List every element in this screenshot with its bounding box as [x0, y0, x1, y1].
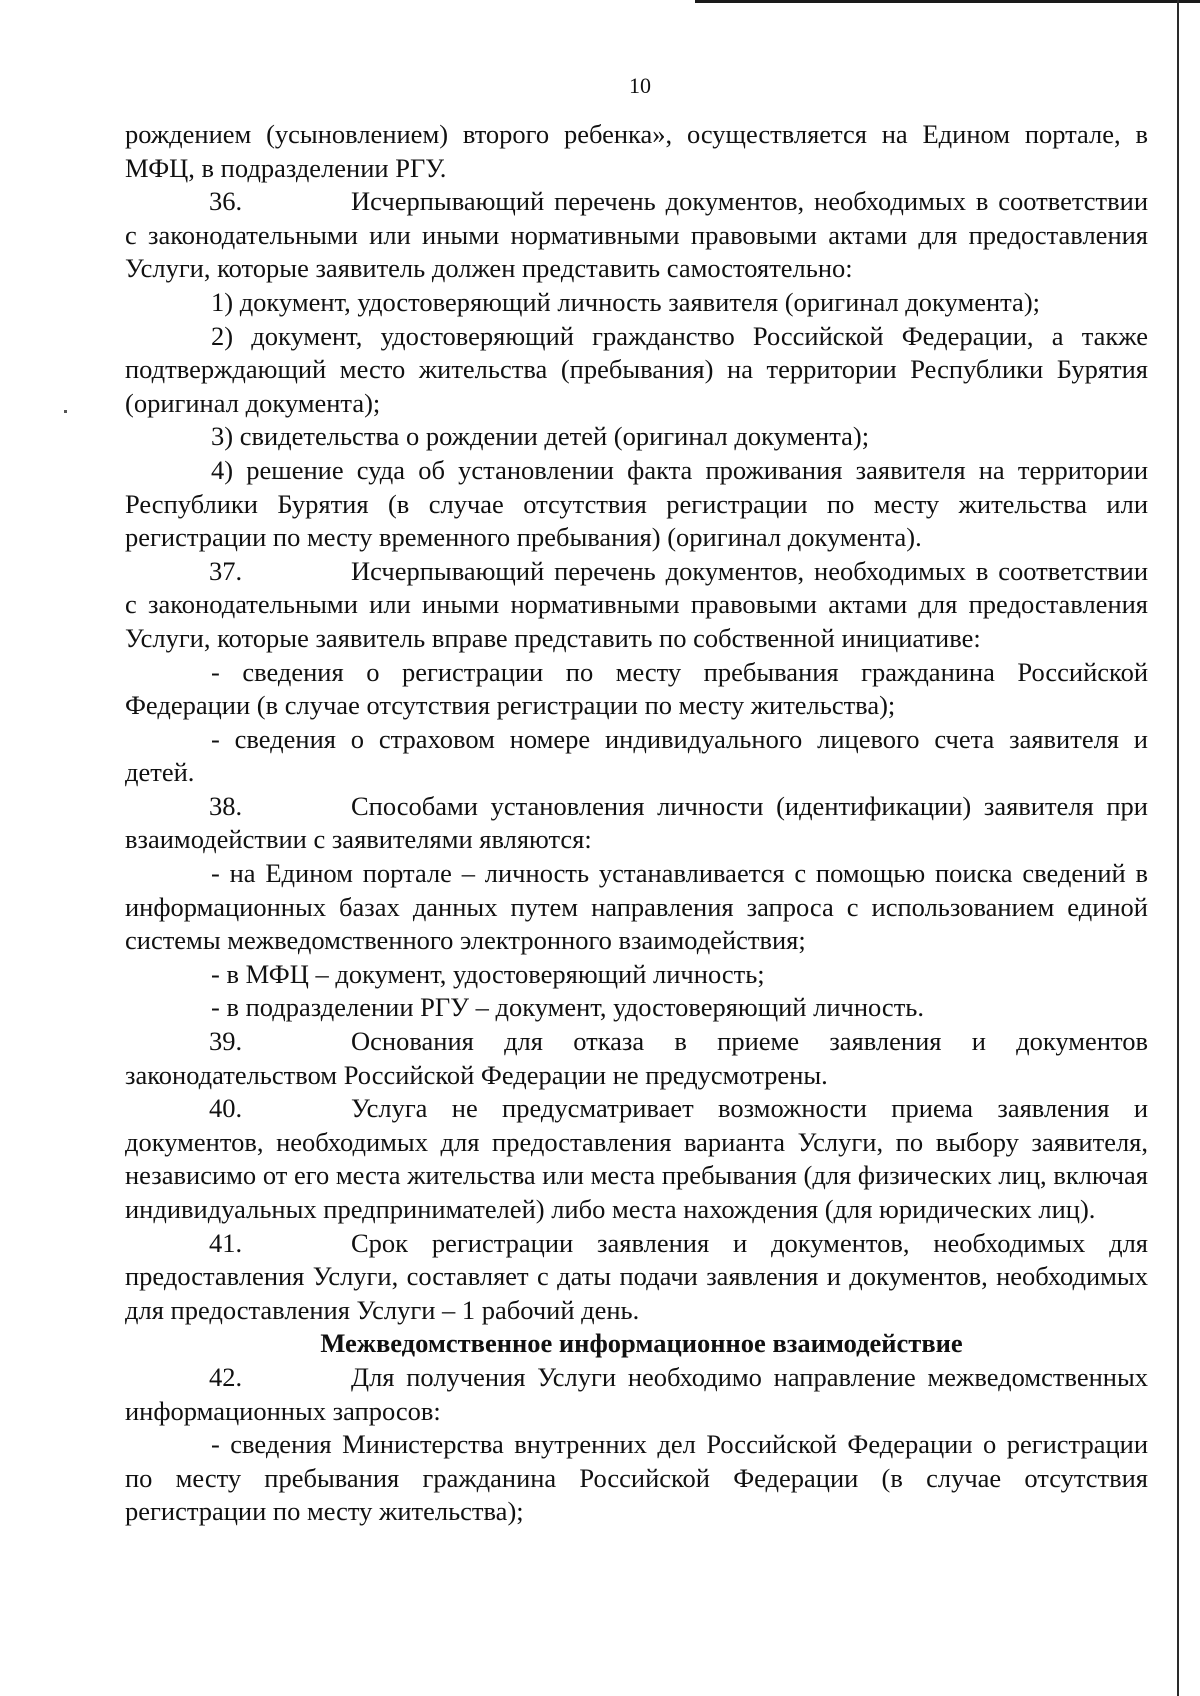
- paragraph-number: 37.: [209, 555, 243, 586]
- paragraph-text: Способами установления личности (идентификации) заявителя при взаимодействии с заявителями являются:: [125, 790, 1148, 855]
- list-item: - на Едином портале – личность устанавливается с помощью поиска сведений в информационных базах данных путем направления запроса с использованием единой системы межведомственного электронного взаимодействия;: [125, 858, 1148, 956]
- paragraph-number: 42.: [209, 1361, 243, 1392]
- list-item: - в МФЦ – документ, удостоверяющий личность;: [211, 958, 765, 989]
- list-item: 2) документ, удостоверяющий гражданство Российской Федерации, а также подтверждающий место жительства (пребывания) на территории Республики Бурятия (оригинал документа);: [125, 320, 1148, 418]
- list-item: 3) свидетельства о рождении детей (оригинал документа);: [211, 421, 870, 452]
- section-heading: Межведомственное информационное взаимодействие: [320, 1328, 963, 1359]
- paragraph-text: Исчерпывающий перечень документов, необходимых в соответствии с законодательными или иными нормативными правовыми актами для предоставления Услуги, которые заявитель должен представить самостоятельно:: [125, 186, 1148, 284]
- paragraph-text: Основания для отказа в приеме заявления и документов законодательством Российской Федерации не предусмотрены.: [125, 1026, 1148, 1090]
- paragraph-text: Срок регистрации заявления и документов, необходимых для предоставления Услуги, составляет с даты подачи заявления и документов, необходимых для предоставления Услуги – 1 рабочий день.: [125, 1227, 1148, 1325]
- page-number: 10: [629, 73, 651, 98]
- paragraph-number: 41.: [209, 1227, 243, 1258]
- scan-speck: [64, 410, 67, 413]
- paragraph-39: [125, 1025, 1148, 1092]
- list-item: - в подразделении РГУ – документ, удостоверяющий личность.: [211, 992, 924, 1023]
- paragraph-number: 36.: [209, 186, 243, 217]
- paragraph-40: [125, 1092, 1148, 1226]
- paragraph-38: [125, 790, 1148, 857]
- scan-edge-right: [1177, 0, 1179, 1696]
- paragraph-continuation: рождением (усыновлением) второго ребенка», осуществляется на Едином портале, в МФЦ, в подразделении РГУ.: [125, 119, 1148, 183]
- list-item: - сведения Министерства внутренних дел Российской Федерации о регистрации по месту пребывания гражданина Российской Федерации (в случае отсутствия регистрации по месту жительства);: [125, 1429, 1148, 1527]
- list-item: - сведения о регистрации по месту пребывания гражданина Российской Федерации (в случае отсутствия регистрации по месту жительства);: [125, 656, 1148, 721]
- paragraph-number: 40.: [209, 1093, 243, 1124]
- list-item: 4) решение суда об установлении факта проживания заявителя на территории Республики Бурятия (в случае отсутствия регистрации по месту жительства или регистрации по месту временного пребывания) (оригинал документа).: [125, 454, 1148, 553]
- paragraph-text: Исчерпывающий перечень документов, необходимых в соответствии с законодательными или иными нормативными правовыми актами для предоставления Услуги, которые заявитель вправе представить по собственной инициативе:: [125, 555, 1148, 653]
- paragraph-36: [125, 185, 1148, 286]
- paragraph-text: Услуга не предусматривает возможности приема заявления и документов, необходимых для предоставления варианта Услуги, по выбору заявителя, независимо от его места жительства или места пребывания (для физических лиц, включая индивидуальных предпринимателей) либо места нахождения (для юридических лиц).: [125, 1093, 1148, 1224]
- paragraph-41: [125, 1227, 1148, 1328]
- paragraph-number: 38.: [209, 790, 243, 821]
- paragraph-text: Для получения Услуги необходимо направление межведомственных информационных запросов:: [125, 1361, 1148, 1426]
- paragraph-number: 39.: [209, 1026, 243, 1057]
- scan-edge-top: [695, 0, 1200, 3]
- list-item: 1) документ, удостоверяющий личность заявителя (оригинал документа);: [211, 286, 1041, 317]
- paragraph-42: [125, 1361, 1148, 1428]
- paragraph-37: [125, 555, 1148, 656]
- document-body: [125, 118, 1148, 1529]
- list-item: - сведения о страховом номере индивидуального лицевого счета заявителя и детей.: [125, 723, 1148, 788]
